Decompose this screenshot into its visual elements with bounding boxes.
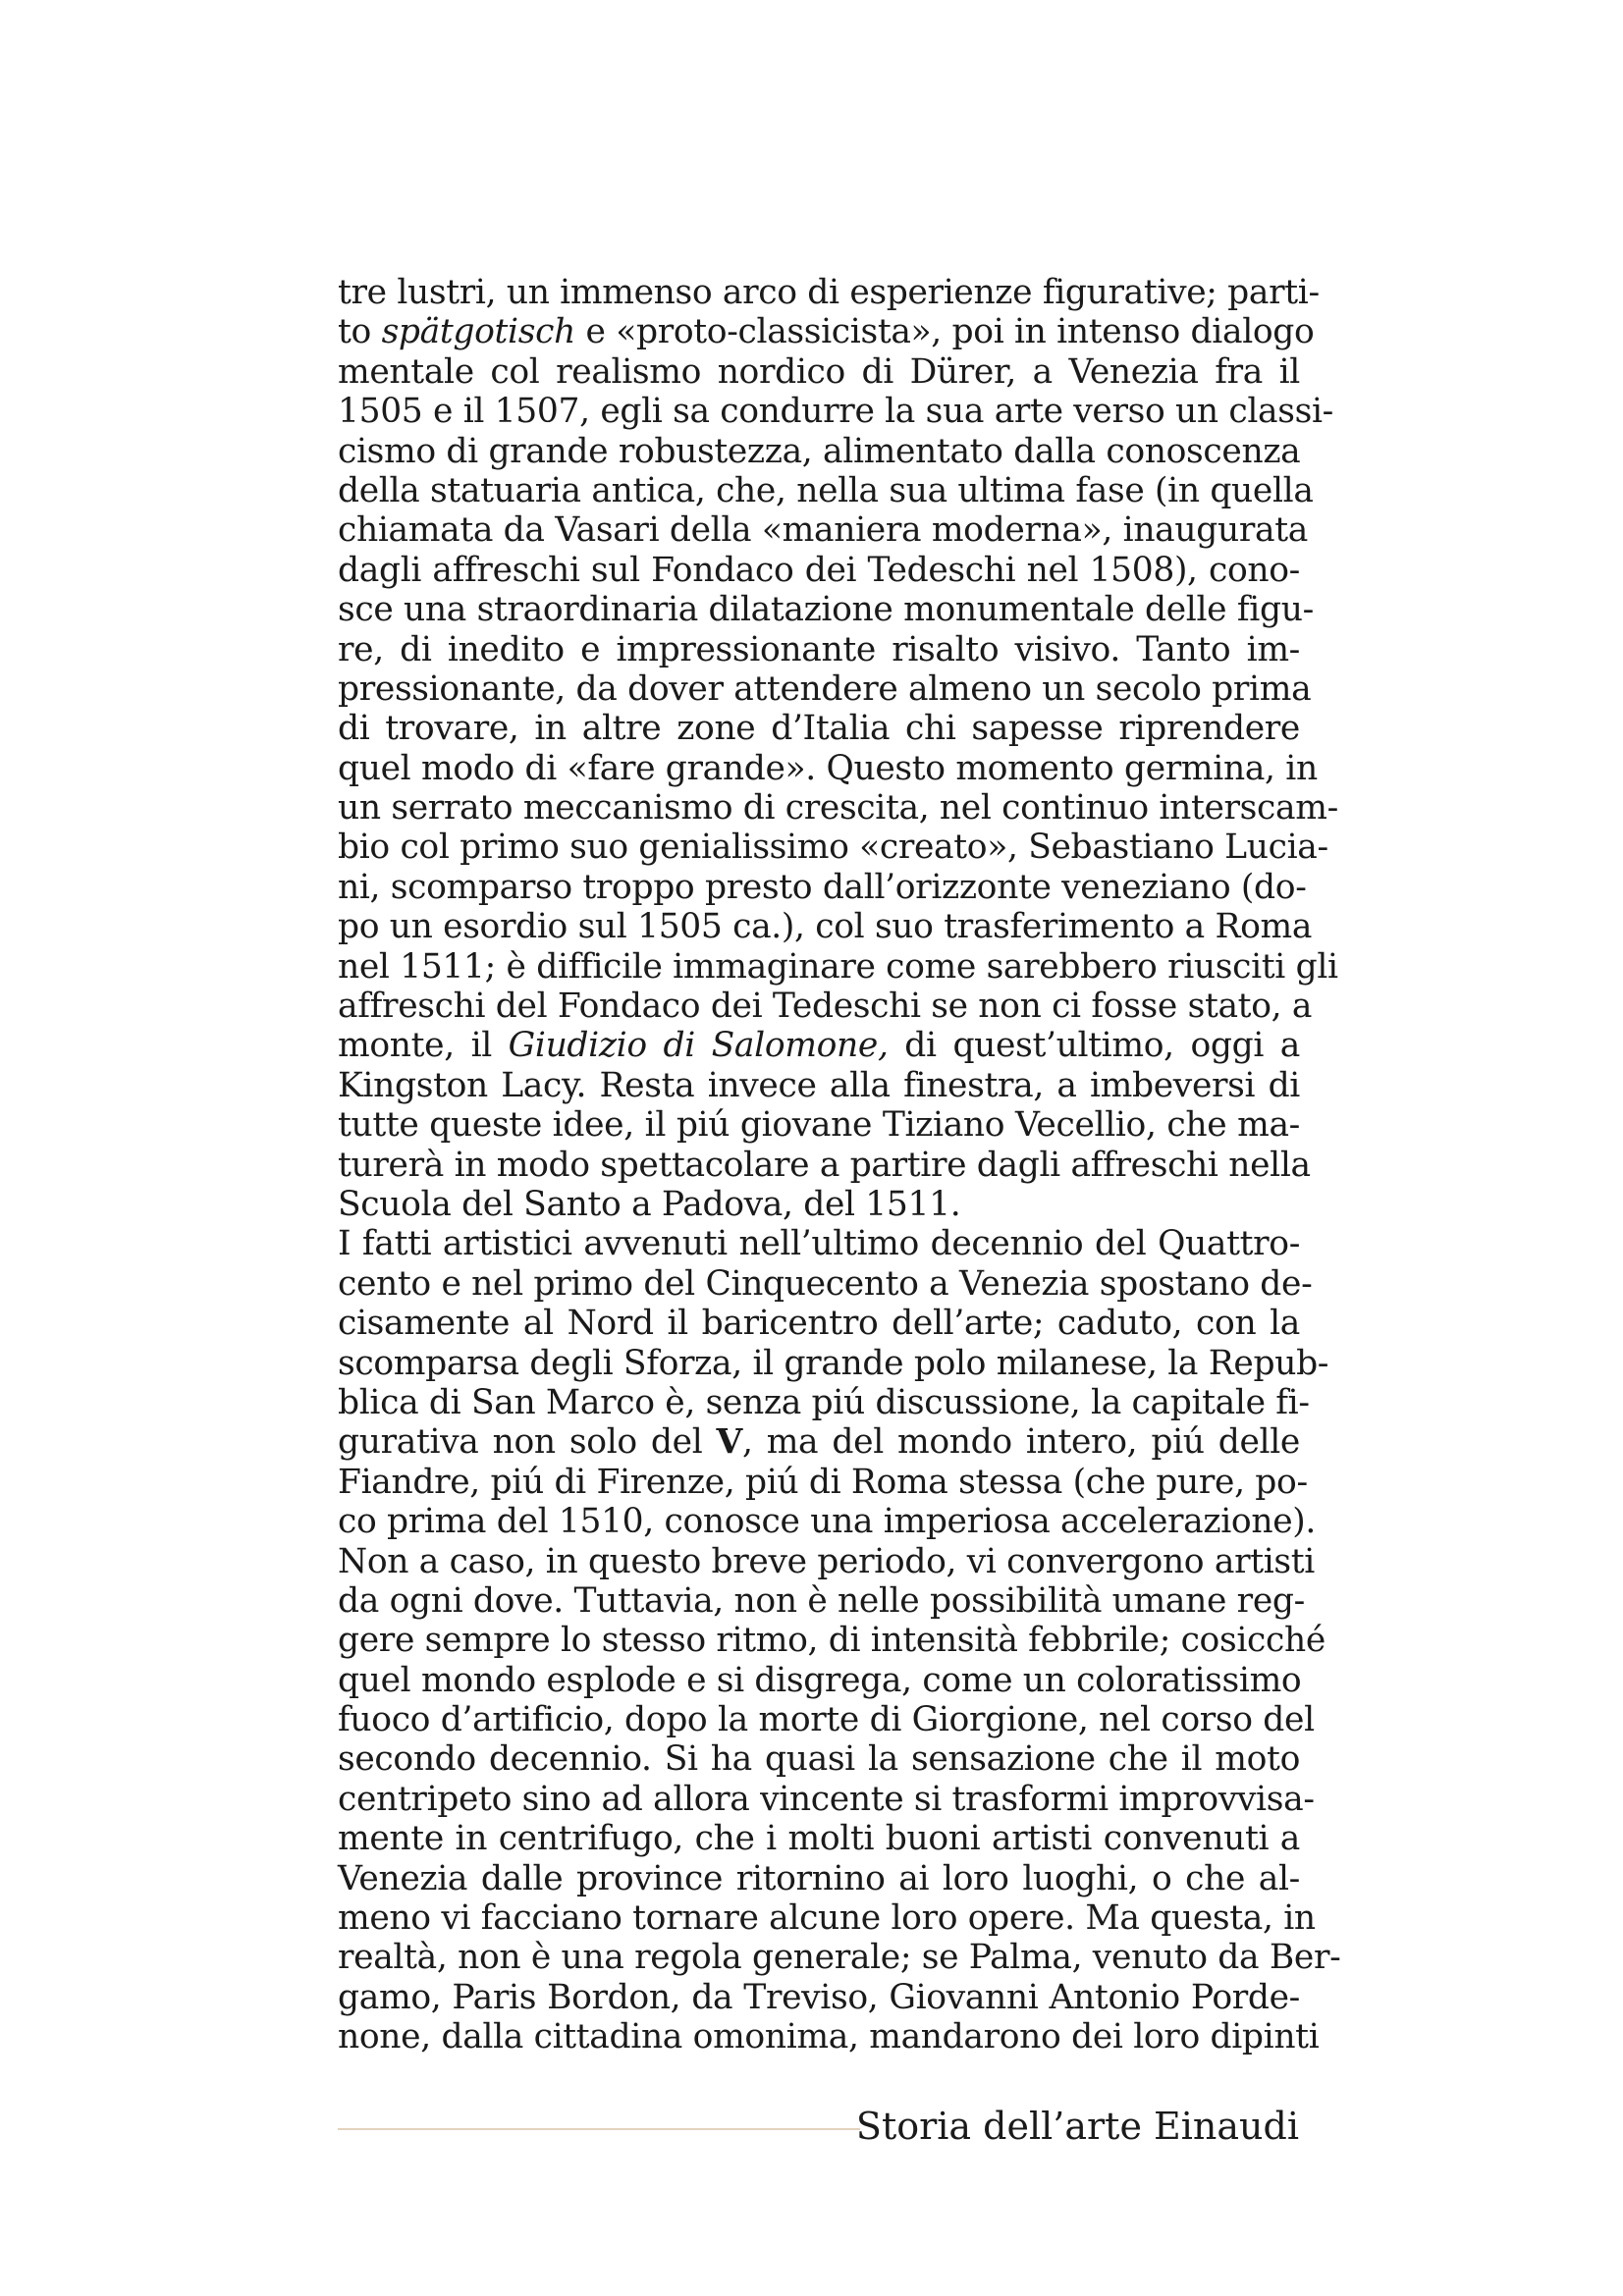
text-line (338, 1819, 1300, 1858)
text-line (338, 709, 1300, 748)
text-segment: to (338, 312, 382, 352)
text-segment: tutte queste idee, il piú giovane Tiziano Vecellio, che ma- (338, 1105, 1300, 1146)
text-line (338, 1859, 1300, 1898)
text-line (338, 630, 1300, 669)
text-line (338, 1978, 1300, 2017)
text-segment: cisamente al Nord il baricentro dell’arte; caduto, con la (338, 1304, 1300, 1344)
text-line (338, 1779, 1315, 1819)
text-segment: Kingston Lacy. Resta invece alla finestra, a imbeversi di (338, 1065, 1300, 1105)
text-segment: re, di inedito e impressionante risalto visivo. Tanto im- (338, 629, 1300, 669)
text-segment: Scuola del Santo a Padova, del 1511. (338, 1184, 961, 1224)
text-segment: Venezia dalle province ritornino ai loro luoghi, o che al- (338, 1858, 1300, 1898)
text-segment: gurativa non solo del (338, 1422, 717, 1463)
text-segment: chiamata da Vasari della «maniera moderna», inaugurata (338, 510, 1308, 551)
text-line (338, 1026, 1300, 1065)
text-segment: cento e nel primo del Cinquecento a Venezia spostano de- (338, 1263, 1313, 1304)
text-segment: sce una straordinaria dilatazione monumentale delle figu- (338, 590, 1314, 630)
footer-label: Storia dell’arte Einaudi (855, 2105, 1299, 2148)
text-line (338, 1739, 1300, 1779)
text-segment: pressionante, da dover attendere almeno un secolo prima (338, 668, 1312, 709)
text-line (338, 1580, 1305, 1621)
text-segment: meno vi facciano tornare alcune loro opere. Ma questa, in (338, 1898, 1316, 1939)
text-line (338, 392, 1333, 432)
text-segment: none, dalla cittadina omonima, mandarono dei loro dipinti (338, 2017, 1320, 2057)
text-line (338, 1700, 1315, 1740)
text-line (338, 1621, 1325, 1661)
text-line (338, 1145, 1311, 1185)
text-segment: Giudizio di Salomone, (508, 1026, 889, 1066)
text-segment: co prima del 1510, conosce una imperiosa accelerazione). (338, 1502, 1316, 1542)
text-segment: fuoco d’artificio, dopo la morte di Giorgione, nel corso del (338, 1700, 1315, 1740)
text-segment: I fatti artistici avvenuti nell’ultimo decennio del Quattro- (338, 1224, 1300, 1264)
text-line (338, 788, 1338, 828)
text-line (338, 1382, 1310, 1422)
text-segment: da ogni dove. Tuttavia, non è nelle possibilità umane reg- (338, 1580, 1305, 1621)
text-line (338, 1304, 1300, 1343)
text-line (338, 1422, 1300, 1462)
text-segment: un serrato meccanismo di crescita, nel continuo interscam- (338, 788, 1338, 828)
text-segment: quel mondo esplode e si disgrega, come un coloratissimo (338, 1660, 1302, 1700)
text-segment: tre lustri, un immenso arco di esperienze figurative; parti- (338, 273, 1320, 312)
text-line (338, 828, 1328, 868)
text-segment: e «proto-classicista», poi in intenso dialogo (574, 312, 1315, 352)
text-line (338, 1105, 1300, 1145)
footer-rule (338, 2128, 860, 2130)
text-segment: blica di San Marco è, senza piú discussione, la capitale fi- (338, 1382, 1310, 1422)
text-line (338, 987, 1313, 1027)
text-line (338, 590, 1314, 630)
text-segment: quel modo di «fare grande». Questo momento germina, in (338, 748, 1318, 788)
text-line (338, 432, 1300, 471)
text-line (338, 273, 1320, 312)
body-text (338, 273, 1341, 2057)
text-line (338, 1661, 1300, 1700)
text-line (338, 312, 1315, 352)
text-line (338, 352, 1300, 392)
text-segment: monte, il (338, 1026, 509, 1066)
text-segment: della statuaria antica, che, nella sua ultima fase (in quella (338, 470, 1314, 510)
text-line (338, 1541, 1315, 1581)
text-line (338, 748, 1318, 788)
text-segment: Non a caso, in questo breve periodo, vi convergono artisti (338, 1541, 1315, 1581)
text-segment: po un esordio sul 1505 ca.), col suo trasferimento a Roma (338, 907, 1313, 947)
text-segment: affreschi del Fondaco dei Tedeschi se non ci fosse stato, a (338, 987, 1313, 1027)
text-line (338, 867, 1307, 907)
text-segment: realtà, non è una regola generale; se Palma, venuto da Ber- (338, 1938, 1341, 1978)
text-segment: ni, scomparso troppo presto dall’orizzonte veneziano (do- (338, 867, 1307, 907)
text-segment: 1505 e il 1507, egli sa condurre la sua arte verso un classi- (338, 392, 1333, 432)
text-segment: gamo, Paris Bordon, da Treviso, Giovanni Antonio Porde- (338, 1977, 1300, 2017)
text-line (338, 668, 1312, 709)
text-line (338, 1066, 1300, 1105)
text-line (338, 1502, 1316, 1542)
text-segment: di trovare, in altre zone d’Italia chi sapesse riprendere (338, 709, 1300, 749)
text-segment: V (716, 1422, 742, 1463)
text-line (338, 1263, 1313, 1304)
text-line (338, 1938, 1341, 1978)
text-segment: cismo di grande robustezza, alimentato dalla conoscenza (338, 431, 1301, 471)
text-segment: bio col primo suo genialissimo «creato», Sebastiano Lucia- (338, 828, 1328, 868)
text-segment: scomparsa degli Sforza, il grande polo milanese, la Repub- (338, 1343, 1329, 1383)
text-segment: , ma del mondo intero, piú delle (741, 1422, 1300, 1463)
text-line (338, 1898, 1316, 1939)
text-line (338, 907, 1313, 947)
text-segment: mentale col realismo nordico di Dürer, a Venezia fra il (338, 351, 1300, 392)
text-segment: Fiandre, piú di Firenze, piú di Roma stessa (che pure, po- (338, 1462, 1308, 1502)
text-line (338, 470, 1314, 510)
text-segment: centripeto sino ad allora vincente si trasformi improvvisa- (338, 1779, 1315, 1819)
text-line (338, 1343, 1329, 1383)
text-line (338, 1224, 1300, 1263)
text-segment: di quest’ultimo, oggi a (888, 1026, 1300, 1066)
text-line (338, 1185, 1300, 1224)
text-segment: secondo decennio. Si ha quasi la sensazione che il moto (338, 1739, 1300, 1780)
text-segment: mente in centrifugo, che i molti buoni artisti convenuti a (338, 1819, 1300, 1859)
text-line (338, 510, 1308, 551)
text-line (338, 2017, 1320, 2057)
text-segment: dagli affreschi sul Fondaco dei Tedeschi nel 1508), cono- (338, 550, 1300, 590)
text-line (338, 1462, 1308, 1502)
text-segment: spätgotisch (381, 312, 575, 352)
text-segment: gere sempre lo stesso ritmo, di intensità febbrile; cosicché (338, 1621, 1325, 1661)
text-segment: nel 1511; è difficile immaginare come sarebbero riusciti gli (338, 946, 1338, 987)
text-line (338, 946, 1338, 987)
text-line (338, 551, 1300, 590)
text-segment: turerà in modo spettacolare a partire dagli affreschi nella (338, 1145, 1311, 1185)
